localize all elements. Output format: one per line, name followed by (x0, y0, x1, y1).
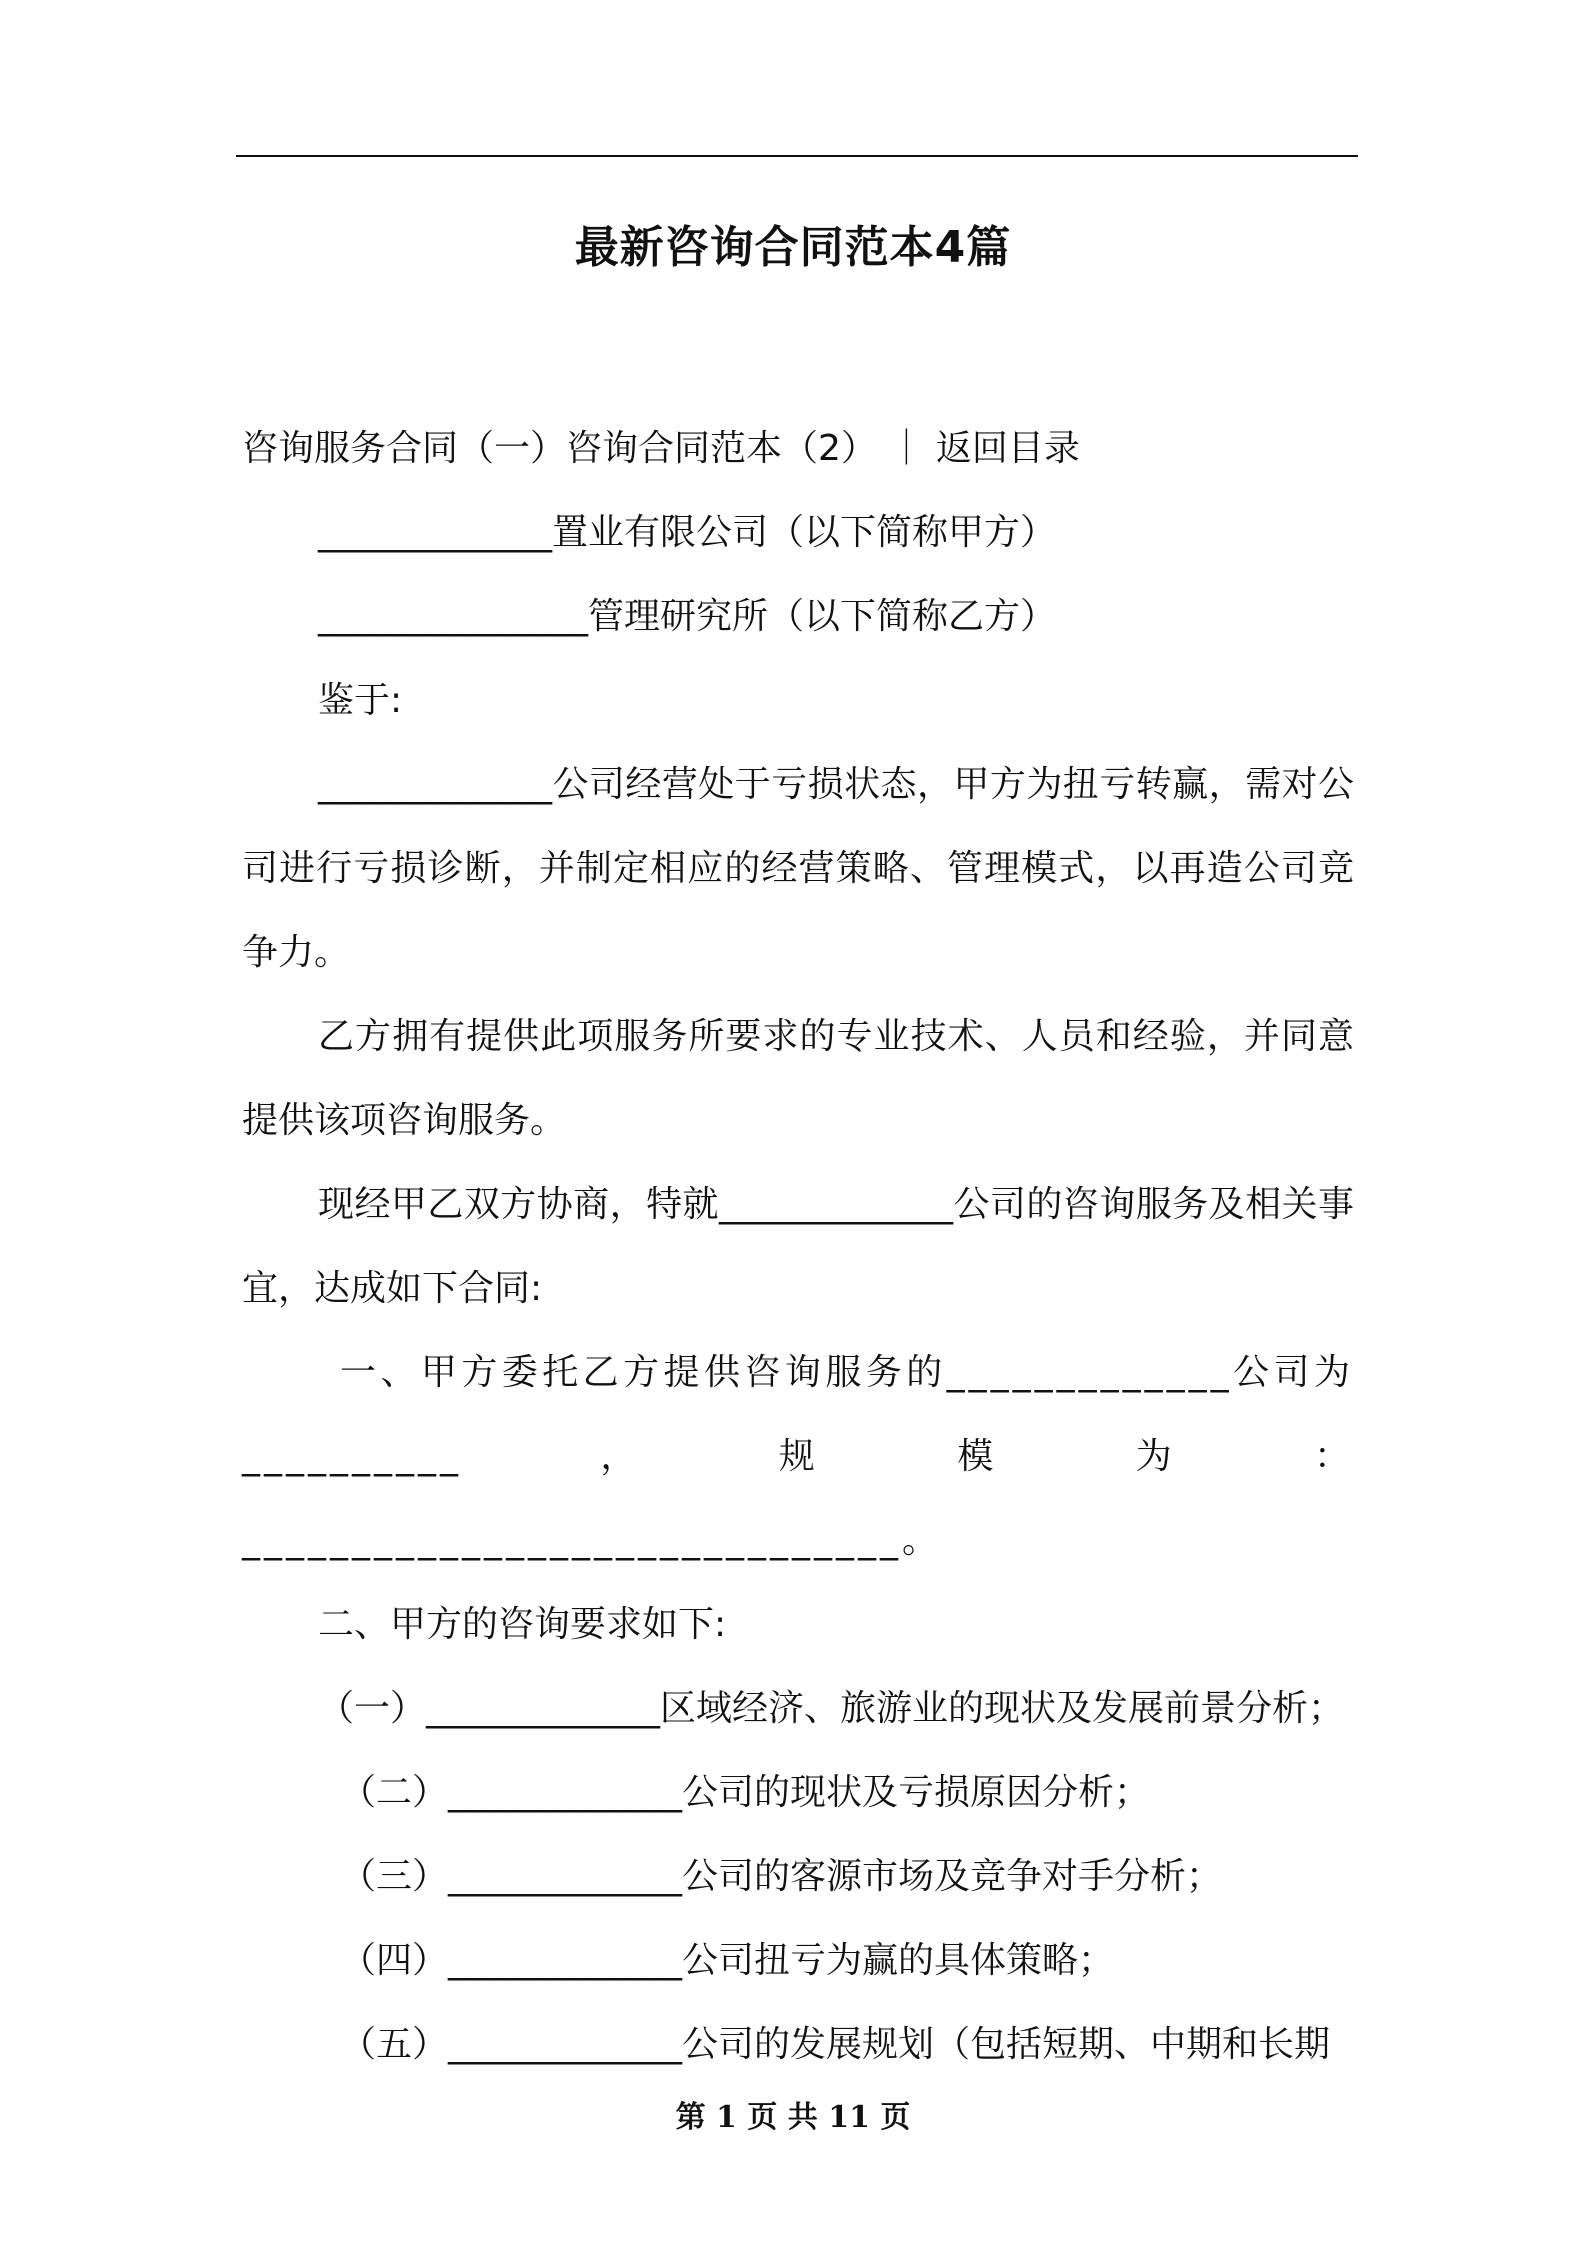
document-title: 最新咨询合同范本4篇 (574, 222, 1012, 273)
requirement-item-1: （一）_____________区域经济、旅游业的现状及发展前景分析； (318, 1688, 1345, 1729)
background-paragraph: _____________公司经营处于亏损状态，甲方为扭亏转赢，需对公司进行亏损诊断，并制定相应的经营策略、管理模式，以再造公司竞争力。 (242, 764, 1354, 973)
party-b-line: _______________管理研究所（以下简称乙方） (318, 596, 1057, 637)
whereas-line: 鉴于: (318, 680, 403, 721)
document-body (242, 407, 1354, 2087)
requirement-item-2: （二）_____________公司的现状及亏损原因分析； (340, 1772, 1151, 1813)
toc-line (242, 407, 1354, 491)
requirement-item-4: （四）_____________公司扭亏为赢的具体策略； (340, 1940, 1115, 1981)
clause-one-paragraph: 一、甲方委托乙方提供咨询服务的_____________公司为__________，规模为：______________________________。 (242, 1352, 1354, 1561)
header-rule (236, 155, 1358, 157)
back-to-contents-link[interactable]: 返回目录 (935, 428, 1080, 469)
requirement-item-3: （三）_____________公司的客源市场及竞争对手分析； (340, 1856, 1223, 1897)
party-a-line: _____________置业有限公司（以下简称甲方） (318, 512, 1057, 553)
nav-separator: ｜ (888, 428, 925, 469)
requirement-item-5: （五）_____________公司的发展规划（包括短期、中期和长期 (340, 2024, 1331, 2065)
clause-two-heading: 二、甲方的咨询要求如下: (318, 1604, 727, 1645)
breadcrumb: 咨询服务合同（一）咨询合同范本（2） (242, 428, 877, 469)
agreement-paragraph: 现经甲乙双方协商，特就_____________公司的咨询服务及相关事宜，达成如下合同: (242, 1184, 1354, 1309)
capability-paragraph: 乙方拥有提供此项服务所要求的专业技术、人员和经验，并同意提供该项咨询服务。 (242, 1016, 1354, 1141)
page-number: 第 1 页 共 11 页 (675, 2100, 911, 2135)
